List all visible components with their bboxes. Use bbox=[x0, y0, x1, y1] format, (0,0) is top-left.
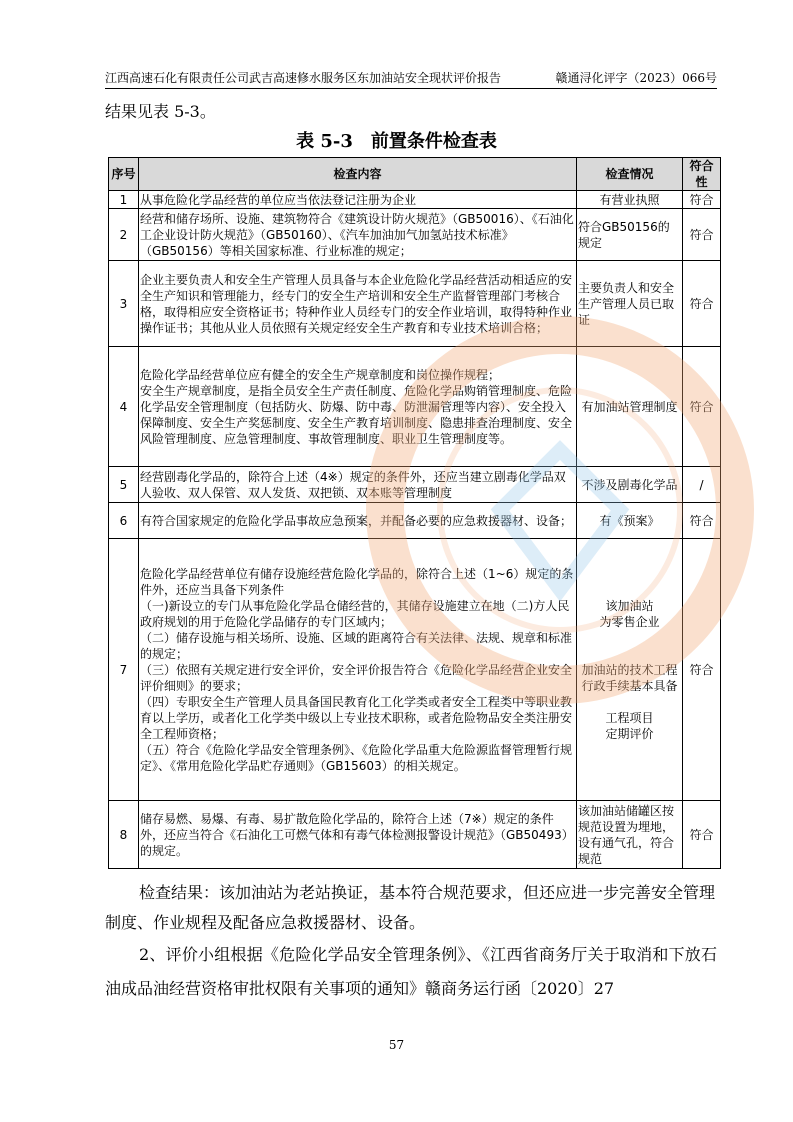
table-row bbox=[109, 191, 721, 209]
compliance-result: 符合 bbox=[683, 261, 721, 347]
table-row bbox=[109, 467, 721, 503]
situation-line: 定期评价 bbox=[605, 726, 654, 741]
situation-line bbox=[578, 646, 681, 662]
row-number: 7 bbox=[109, 539, 139, 801]
table-row bbox=[109, 503, 721, 539]
page-number: 57 bbox=[388, 1038, 405, 1052]
check-content bbox=[139, 191, 577, 209]
content-line: 有符合国家规定的危险化学品事故应急预案，并配备必要的应急救援器材、设备； bbox=[140, 513, 573, 528]
row-number: 8 bbox=[109, 801, 139, 869]
situation-line: 有加油站管理制度 bbox=[581, 399, 678, 414]
check-situation bbox=[577, 503, 683, 539]
check-content bbox=[139, 467, 577, 503]
check-situation bbox=[577, 801, 683, 869]
content-line: 经营剧毒化学品的，除符合上述（4※）规定的条件外，还应当建立剧毒化学品双人验收、双人保管、双人发货、双把锁、双本账等管理制度 bbox=[140, 469, 566, 500]
header-no: 序号 bbox=[109, 158, 139, 191]
table-row bbox=[109, 261, 721, 347]
check-situation bbox=[577, 467, 683, 503]
header-content: 检查内容 bbox=[139, 158, 577, 191]
content-line: 企业主要负责人和安全生产管理人员具备与本企业危险化学品经营活动相适应的安全生产知识和管理能力，经专门的安全生产培训和安全生产监督管理部门考核合格，取得相应安全资格证书；特种作业人员经专门的安全作业培训，取得特种作业操作证书；其他从业人员依照有关规定经安全生产教育和专业技术培训合格； bbox=[140, 272, 573, 335]
compliance-result: 符合 bbox=[683, 347, 721, 467]
check-content bbox=[139, 261, 577, 347]
content-line: 储存易燃、易爆、有毒、易扩散危险化学品的，除符合上述（7※）规定的条件外，还应当符合《石油化工可燃气体和有毒气体检测报警设计规范》（GB50493）的规定。 bbox=[140, 811, 574, 858]
table-row bbox=[109, 347, 721, 467]
row-number: 3 bbox=[109, 261, 139, 347]
row-number: 2 bbox=[109, 209, 139, 261]
content-line: （三）依照有关规定进行安全评价，安全评价报告符合《危险化学品经营企业安全评价细则》的要求； bbox=[140, 662, 573, 693]
content-line: 从事危险化学品经营的单位应当依法登记注册为企业 bbox=[140, 192, 417, 207]
header-result: 符合性 bbox=[683, 158, 721, 191]
check-content bbox=[139, 801, 577, 869]
situation-line: 工程项目 bbox=[605, 710, 654, 725]
situation-line: 不涉及剧毒化学品 bbox=[581, 477, 678, 492]
situation-line: 符合GB50156的规定 bbox=[578, 219, 670, 250]
content-line: （五）符合《危险化学品安全管理条例》、《危险化学品重大危险源监督管理暂行规定》、《常用危险化学品贮存通则》（GB15603）的相关规定。 bbox=[140, 742, 573, 773]
header-situation: 检查情况 bbox=[577, 158, 683, 191]
check-content bbox=[139, 209, 577, 261]
content-line: 危险化学品经营单位有储存设施经营危险化学品的，除符合上述（1~6）规定的条件外，还应当具备下列条件 bbox=[140, 566, 574, 597]
content-line: （一)新设立的专门从事危险化学品仓储经营的，其储存设施建立在地（二)方人民政府规划的用于危险化学品储存的专门区域内； bbox=[140, 598, 570, 629]
situation-line: 主要负责人和安全生产管理人员已取证 bbox=[578, 280, 675, 327]
check-situation bbox=[577, 261, 683, 347]
row-number: 6 bbox=[109, 503, 139, 539]
situation-line: 有《预案》 bbox=[599, 513, 660, 528]
content-line: （二）储存设施与相关场所、设施、区域的距离符合有关法律、法规、规章和标准的规定； bbox=[140, 630, 573, 661]
check-situation bbox=[577, 539, 683, 801]
check-content bbox=[139, 503, 577, 539]
check-situation bbox=[577, 209, 683, 261]
check-situation bbox=[577, 191, 683, 209]
content-line: 经营和储存场所、设施、建筑物符合《建筑设计防火规范》（GB50016）、《石油化工企业设计防火规范》（GB50160）、《汽车加油加气加氢站技术标准》（GB50156）等相关国家标准、行业标准的规定； bbox=[140, 211, 574, 258]
compliance-result: 符合 bbox=[683, 539, 721, 801]
check-content bbox=[139, 347, 577, 467]
content-line: 危险化学品经营单位应有健全的安全生产规章制度和岗位操作规程； bbox=[140, 367, 501, 382]
content-line: 安全生产规章制度，是指全员安全生产责任制度、危险化学品购销管理制度、危险化学品安全管理制度（包括防火、防爆、防中毒、防泄漏管理等内容）、安全投入保障制度、安全生产奖惩制度、安全生产教育培训制度、隐患排查治理制度、安全风险管理制度、应急管理制度、事故管理制度、职业卫生管理制度等。 bbox=[140, 383, 573, 446]
compliance-result: 符合 bbox=[683, 209, 721, 261]
situation-line: 加油站的技术工程行政手续基本具备 bbox=[581, 662, 678, 693]
check-result-text: 检查结果：该加油站为老站换证，基本符合规范要求，但还应进一步完善安全管理制度、作业规程及配备应急救援器材、设备。 bbox=[105, 883, 716, 932]
situation-line: 为零售企业 bbox=[599, 614, 660, 629]
compliance-result: 符合 bbox=[683, 503, 721, 539]
table-row bbox=[109, 801, 721, 869]
compliance-result: 符合 bbox=[683, 191, 721, 209]
situation-line: 该加油站 bbox=[605, 598, 654, 613]
table-caption: 表 5-3 前置条件检查表 bbox=[296, 131, 497, 152]
row-number: 1 bbox=[109, 191, 139, 209]
row-number: 5 bbox=[109, 467, 139, 503]
precondition-check-table bbox=[108, 157, 721, 869]
situation-line bbox=[578, 694, 681, 710]
situation-line bbox=[578, 630, 681, 646]
page-header bbox=[105, 70, 717, 89]
row-number: 4 bbox=[109, 347, 139, 467]
header-report-number: 赣通浔化评字（2023）066号 bbox=[555, 71, 717, 85]
table-header-row bbox=[109, 158, 721, 191]
header-report-title: 江西高速石化有限责任公司武吉高速修水服务区东加油站安全现状评价报告 bbox=[105, 71, 502, 85]
check-situation bbox=[577, 347, 683, 467]
compliance-result: 符合 bbox=[683, 801, 721, 869]
check-content bbox=[139, 539, 577, 801]
evaluation-paragraph: 2、评价小组根据《危险化学品安全管理条例》、《江西省商务厅关于取消和下放石油成品油经营资格审批权限有关事项的通知》赣商务运行函〔2020〕27 bbox=[105, 945, 717, 998]
table-row bbox=[109, 209, 721, 261]
compliance-result: / bbox=[683, 467, 721, 503]
situation-line: 有营业执照 bbox=[599, 192, 660, 207]
situation-line: 该加油站储罐区按规范设置为埋地，设有通气孔，符合规范 bbox=[578, 803, 675, 866]
table-row bbox=[109, 539, 721, 801]
intro-text: 结果见表 5-3。 bbox=[105, 102, 216, 121]
content-line: （四）专职安全生产管理人员具备国民教育化工化学类或者安全工程类中等职业教育以上学历，或者化工化学类中级以上专业技术职称，或者危险物品安全类注册安全工程师资格； bbox=[140, 694, 573, 741]
